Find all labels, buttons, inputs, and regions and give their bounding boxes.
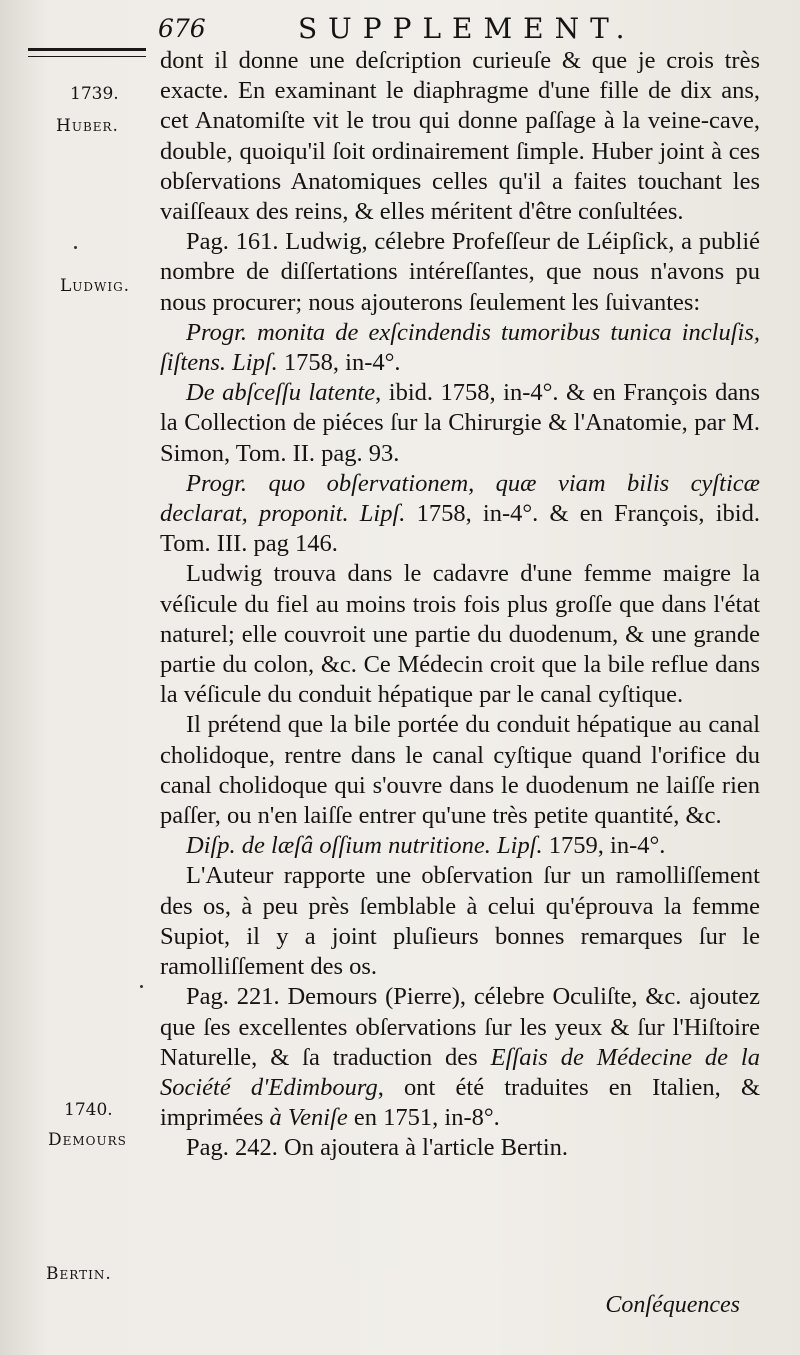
paragraph-bertin: Pag. 242. On ajoutera à l'article Bertin. <box>186 1134 568 1162</box>
demours-place: à Veniſe <box>269 1104 348 1132</box>
margin-note-ludwig: Ludwig. <box>60 276 131 296</box>
citation-disp <box>160 831 760 861</box>
ink-speck <box>140 985 143 988</box>
page-header <box>150 8 780 48</box>
citation-title: Progr. quo obſervationem, quæ viam bilis cyſticæ declarat, proponit. Lipſ. <box>160 469 760 528</box>
margin-note-demours: Demours <box>48 1130 127 1150</box>
ink-speck <box>74 246 77 249</box>
citation-progr-monita <box>160 318 760 378</box>
running-head: SUPPLEMENT. <box>298 12 636 45</box>
header-rule <box>28 48 146 51</box>
citation-details: 1758, in-4°. <box>283 349 401 377</box>
demours-text-a: Pag. 221. Demours (Pierre), célebre Oculiſte, &c. ajoutez que ſes excellentes obſervations ſur les yeux & ſur l'Hiſtoire Naturelle, & ſa traduction des <box>160 983 760 1071</box>
citation-title: Progr. monita de exſcindendis tumoribus tunica incluſis, ſiſtens. Lipſ. <box>160 318 760 377</box>
paragraph-demours <box>160 982 760 1133</box>
citation-details: , ibid. 1758, in-4°. & en François dans la Collection de piéces ſur la Chirurgie & l'Anatomie, par M. Simon, Tom. II. pag. 93. <box>160 379 760 467</box>
margin-year-1739: 1739. <box>70 84 119 104</box>
citation-title: De abſceſſu latente <box>186 379 376 407</box>
paragraph-ludwig-observation: Ludwig trouva dans le cadavre d'une femme maigre la véſicule du fiel au moins trois fois plus groſſe que dans l'état naturel; elle couvroit une partie du duodenum, & une grande partie du colon, &c. Ce Médecin croit que la bile reflue dans la véſicule du conduit hépatique par le canal cyſtique. <box>160 560 760 709</box>
page-number: 676 <box>158 14 206 43</box>
demours-text-c: en 1751, in-8°. <box>353 1104 500 1132</box>
citation-progr-quo <box>160 469 760 560</box>
citation-de-abscessu <box>160 378 760 469</box>
demours-work-title: Eſſais de Médecine de la Société d'Edimbourg <box>160 1043 760 1101</box>
margin-year-1740: 1740. <box>64 1100 113 1120</box>
body-text <box>160 46 760 1164</box>
paragraph-ludwig-theory: Il prétend que la bile portée du conduit hépatique au canal cholidoque, rentre dans le canal cyſtique quand l'orifice du canal cholidoque qui s'ouvre dans le duodenum ne laiſſe rien paſſer, ou n'en laiſſe entrer qu'une très petite quantité, &c. <box>160 711 760 830</box>
paragraph-ludwig-intro: Pag. 161. Ludwig, célebre Profeſſeur de Léipſick, a publié nombre de diſſertations intéreſſantes, que nous n'avons pu nous procurer; nous ajouterons ſeulement les ſuivantes: <box>160 228 760 316</box>
margin-note-huber: Huber. <box>56 116 119 136</box>
demours-text-b: , ont été traduites en Italien, & imprimées <box>160 1073 761 1132</box>
margin-note-bertin: Bertin. <box>46 1264 112 1284</box>
citation-title: Diſp. de læſâ oſſium nutritione. Lipſ. <box>186 832 543 860</box>
paragraph-huber: dont il donne une deſcription curieuſe & que je crois très exacte. En examinant le diaphragme d'une fille de dix ans, cet Anatomiſte vit le trou qui donne paſſage à la veine-cave, double, quoiqu'il ſoit ordinairement ſimple. Huber joint à ces obſervations Anatomiques celles qu'il a faites touchant les vaiſſeaux des reins, & elles méritent d'être conſultées. <box>160 47 760 226</box>
citation-details: 1759, in-4°. <box>548 832 666 860</box>
header-rule-thin <box>28 56 146 57</box>
paragraph-ramollissement: L'Auteur rapporte une obſervation ſur un ramolliſſement des os, à peu près ſemblable à celui qu'éprouva la femme Supiot, il y a joint pluſieurs bonnes remarques ſur le ramolliſſement des os. <box>160 862 760 981</box>
catchword: Conſéquences <box>605 1292 740 1318</box>
citation-details: 1758, in-4°. & en François, ibid. Tom. III. pag 146. <box>160 500 760 558</box>
